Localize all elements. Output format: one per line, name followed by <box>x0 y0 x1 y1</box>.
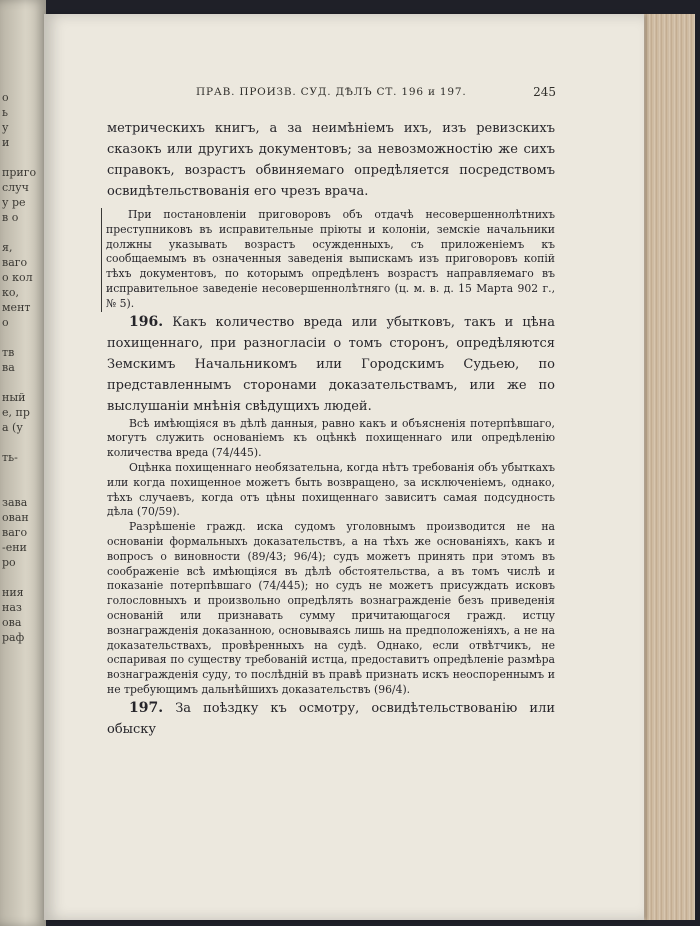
article-197 <box>107 698 555 740</box>
page-content <box>107 118 555 740</box>
note-block-marked <box>101 208 555 312</box>
facing-page-fragment: е, пр <box>2 406 30 419</box>
facing-page-fragment: наз <box>2 601 22 614</box>
facing-page-fragment: ко, <box>2 286 19 299</box>
facing-page-fragment <box>0 465 46 480</box>
article-text: За поѣздку къ осмотру, освидѣтельствованію или обыску <box>107 700 555 737</box>
facing-page-fragment: ован <box>2 511 29 524</box>
note-paragraph: Оцѣнка похищеннаго необязательна, когда нѣтъ требованія объ убыткахъ или когда похищенное можетъ быть возвращено, за исключеніемъ, однако, тѣхъ случаевъ, когда отъ цѣны похищеннаго зависитъ самая подсудность дѣла (70/59). <box>107 460 555 519</box>
facing-page-fragment: приго <box>2 166 37 179</box>
facing-page-fragment: ь <box>2 106 8 119</box>
note-paragraph: Разрѣшеніе гражд. иска судомъ уголовнымъ производится не на основаніи формальныхъ доказательствъ, а на тѣхъ же основаніяхъ, какъ и вопросъ о виновности (89/43; 96/4); судъ можетъ принять при этомъ въ соображеніе всѣ имѣющіяся въ дѣлѣ обстоятельства, а въ томъ числѣ и показаніе потерпѣвшаго (74/445); но судъ не можетъ присуждать исковъ голословныхъ и произвольно опредѣлять вознагражденіе безъ приведенія основаній или признавать сумму причитающагося гражд. истцу вознагражденія доказанною, основываясь лишь на предположеніяхъ, а не на доказательствахъ, провѣренныхъ на судѣ. Однако, если отвѣтчикъ, не оспаривая по существу требованій истца, предоставитъ опредѣленіе размѣра вознагражденія суду, то послѣдній въ правѣ признать искъ неоспореннымъ и не требующимъ дальнѣйшихъ доказательствъ (96/4). <box>107 520 555 696</box>
facing-page-fragment: ова <box>2 616 22 629</box>
note-paragraph: Всѣ имѣющіяся въ дѣлѣ данныя, равно какъ и объясненія потерпѣвшаго, могутъ служить основаніемъ къ оцѣнкѣ похищеннаго или опредѣленію количества вреда (74/445). <box>107 416 555 460</box>
facing-page-fragment <box>0 375 46 390</box>
facing-page-fragment: ния <box>2 586 24 599</box>
facing-page-fragment: раф <box>2 631 25 644</box>
facing-page-fragment: тв <box>2 346 15 359</box>
facing-page-fragment: ваго <box>2 256 28 269</box>
note-paragraph: При постановленіи приговоровъ объ отдачѣ несовершеннолѣтнихъ преступниковъ въ исправительные пріюты и колоніи, земскіе начальники должны указывать возрастъ осужденныхъ, съ приложеніемъ къ сообщаемымъ въ означенныя заведенія выпискамъ изъ приговоровъ копій тѣхъ документовъ, по которымъ опредѣленъ возрастъ направляемаго въ исправительное заведеніе несовершеннолѣтняго (ц. м. в. д. 15 Марта 902 г., № 5). <box>106 208 555 310</box>
page-edges <box>642 14 695 920</box>
article-number: 196. <box>129 313 164 330</box>
facing-page-text-fragments <box>0 0 46 645</box>
facing-page-fragment: случ <box>2 181 29 194</box>
facing-page-fragment: в о <box>2 211 19 224</box>
facing-page-fragment <box>0 435 46 450</box>
facing-page-edge <box>0 0 46 926</box>
article-number: 197. <box>129 699 164 716</box>
facing-page-fragment: у ре <box>2 196 26 209</box>
facing-page-fragment: ть- <box>2 451 18 464</box>
facing-page-fragment: у <box>2 121 9 134</box>
continued-paragraph: метрическихъ книгъ, а за неимѣніемъ ихъ, изъ ревизскихъ сказокъ или другихъ документовъ; за невозможностію же сихъ справокъ, возрастъ обвиняемаго опредѣляется посредствомъ освидѣтельствованія его чрезъ врача. <box>107 121 555 199</box>
facing-page-fragment: мент <box>2 301 31 314</box>
running-header <box>196 86 556 98</box>
facing-page-fragment: ный <box>2 391 26 404</box>
facing-page-fragment: -ени <box>2 541 27 554</box>
facing-page-fragment: о <box>2 91 9 104</box>
page-number: 245 <box>533 85 556 99</box>
facing-page-fragment: а (у <box>2 421 23 434</box>
facing-page-fragment <box>0 150 46 165</box>
facing-page-fragment: и <box>2 136 10 149</box>
facing-page-fragment <box>0 480 46 495</box>
facing-page-fragment: ва <box>2 361 15 374</box>
facing-page-fragment <box>0 330 46 345</box>
facing-page-fragment <box>0 570 46 585</box>
article-196 <box>107 312 555 417</box>
article-text: Какъ количество вреда или убытковъ, такъ и цѣна похищеннаго, при разногласіи о томъ сторонъ, опредѣляются Земскимъ Начальникомъ или Городскимъ Судьею, по представленнымъ сторонами доказательствамъ, или же по выслушаніи мнѣнія свѣдущихъ людей. <box>107 314 555 414</box>
facing-page-fragment: я, <box>2 241 13 254</box>
facing-page-fragment <box>0 225 46 240</box>
running-title: ПРАВ. ПРОИЗВ. СУД. ДѢЛЪ СТ. 196 и 197. <box>196 86 467 98</box>
facing-page-fragment: ро <box>2 556 16 569</box>
facing-page-fragment: ваго <box>2 526 28 539</box>
facing-page-fragment: о <box>2 316 9 329</box>
facing-page-fragment: зава <box>2 496 28 509</box>
facing-page-fragment: о кол <box>2 271 33 284</box>
